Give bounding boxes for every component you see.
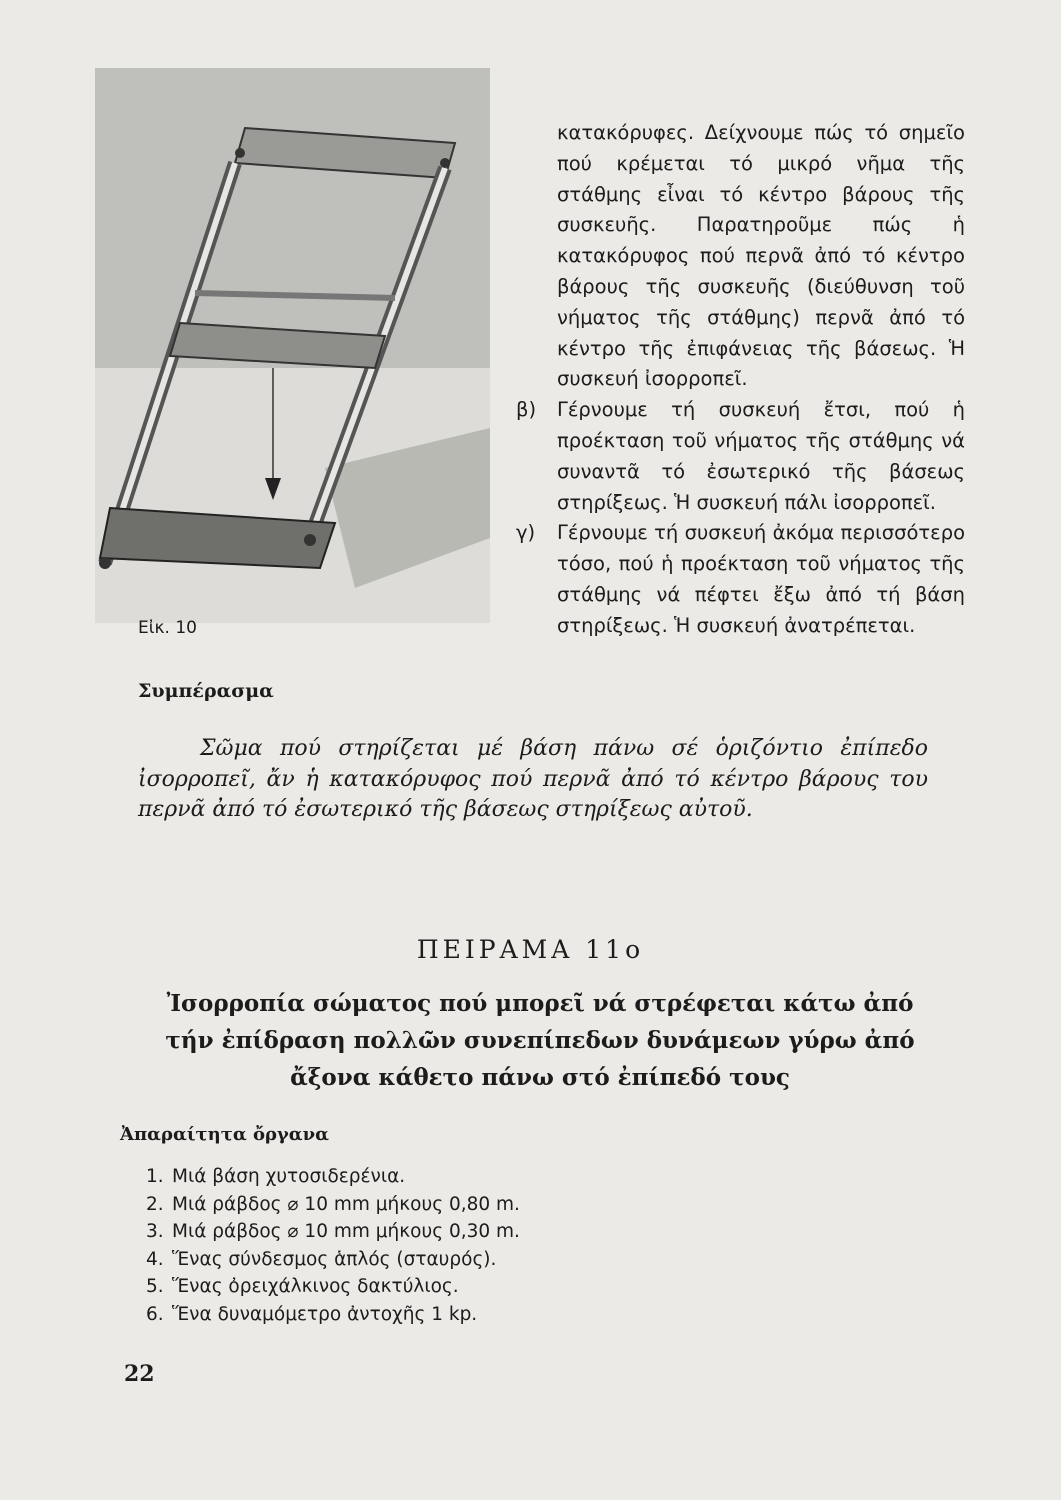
item-text: Ἕνας σύνδεσμος ἁπλός (σταυρός).: [172, 1248, 497, 1270]
item-number: 3.: [146, 1221, 164, 1242]
item-number: 6.: [146, 1303, 164, 1325]
item-text: Μιά ράβδος ⌀ 10 mm μήκους 0,80 m.: [172, 1193, 520, 1215]
equipment-heading: Ἀπαραίτητα ὄργανα: [120, 1124, 330, 1145]
item-text: Γέρνουμε τή συσκευή ἀκόμα περισσότερο τόσο, πού ἡ προέκταση τοῦ νήματος τῆς στάθμης νά πέφτει ἔξω ἀπό τή βάση στηρίξεως. Ἡ συσκευή ἀνατρέπεται.: [557, 521, 965, 637]
tilted-frame-plumb-bob-illustration: [95, 68, 490, 623]
list-item: [146, 1191, 520, 1219]
item-text: Μιά ράβδος ⌀ 10 mm μήκους 0,30 m.: [172, 1221, 520, 1242]
item-text: Ἕνα δυναμόμετρο ἀντοχῆς 1 kp.: [172, 1303, 478, 1325]
list-item-c: [516, 518, 965, 641]
item-text: Ἕνας ὀρειχάλκινος δακτύλιος.: [172, 1276, 459, 1297]
list-item-b: [516, 395, 965, 518]
figure-photo: [95, 68, 490, 623]
list-item: [146, 1301, 520, 1329]
page-number: 22: [124, 1361, 155, 1387]
experiment-label: ΠΕΙΡΑΜΑ 11ο: [416, 935, 645, 964]
experiment-title: Ἰσορροπία σώματος πού μπορεῖ νά στρέφεται κάτω ἀπό τήν ἐπίδραση πολλῶν συνεπίπεδων δυνάμεων γύρω ἀπό ἄξονα κάθετο πάνω στό ἐπίπεδό τους: [165, 990, 915, 1091]
intro-paragraph: κατακόρυφες. Δείχνουμε πώς τό σημεῖο πού κρέμεται τό μικρό νῆμα τῆς στάθμης εἶναι τό κέντρο βάρους τῆς συσκευῆς. Παρατηροῦμε πώς ἡ κατακόρυφος πού περνᾶ ἀπό τό κέντρο βάρους τῆς συσκευῆς (διεύθυνση τοῦ νήματος τῆς στάθμης) περνᾶ ἀπό τό κέντρο τῆς ἐπιφάνειας τῆς βάσεως. Ἡ συσκευή ἰσορροπεῖ.: [557, 121, 965, 391]
item-marker: γ): [516, 521, 536, 545]
right-column-text: [516, 118, 965, 642]
conclusion-heading: Συμπέρασμα: [138, 680, 274, 702]
conclusion-text: Σῶμα πού στηρίζεται μέ βάση πάνω σέ ὁριζόντιο ἐπίπεδο ἰσορροπεῖ, ἄν ἡ κατακόρυφος πού περνᾶ ἀπό τό κέντρο βάρους του περνᾶ ἀπό τό ἐσωτερικό τῆς βάσεως στηρίξεως αὐτοῦ.: [138, 736, 928, 822]
item-number: 2.: [146, 1193, 164, 1215]
list-item: [146, 1218, 520, 1246]
item-text: Γέρνουμε τή συσκευή ἔτσι, πού ἡ προέκταση τοῦ νήματος τῆς στάθμης νά συναντᾶ τό ἐσωτερικό τῆς βάσεως στηρίξεως. Ἡ συσκευή πάλι ἰσορροπεῖ.: [557, 398, 965, 514]
item-number: 4.: [146, 1248, 164, 1270]
figure-caption: Εἰκ. 10: [138, 618, 197, 638]
item-number: 5.: [146, 1276, 164, 1297]
list-item: [146, 1163, 520, 1191]
list-item: [146, 1246, 520, 1274]
item-marker: β): [516, 398, 537, 422]
equipment-list: [146, 1163, 520, 1328]
list-item: [146, 1273, 520, 1301]
item-number: 1.: [146, 1166, 164, 1187]
item-text: Μιά βάση χυτοσιδερένια.: [172, 1166, 406, 1187]
